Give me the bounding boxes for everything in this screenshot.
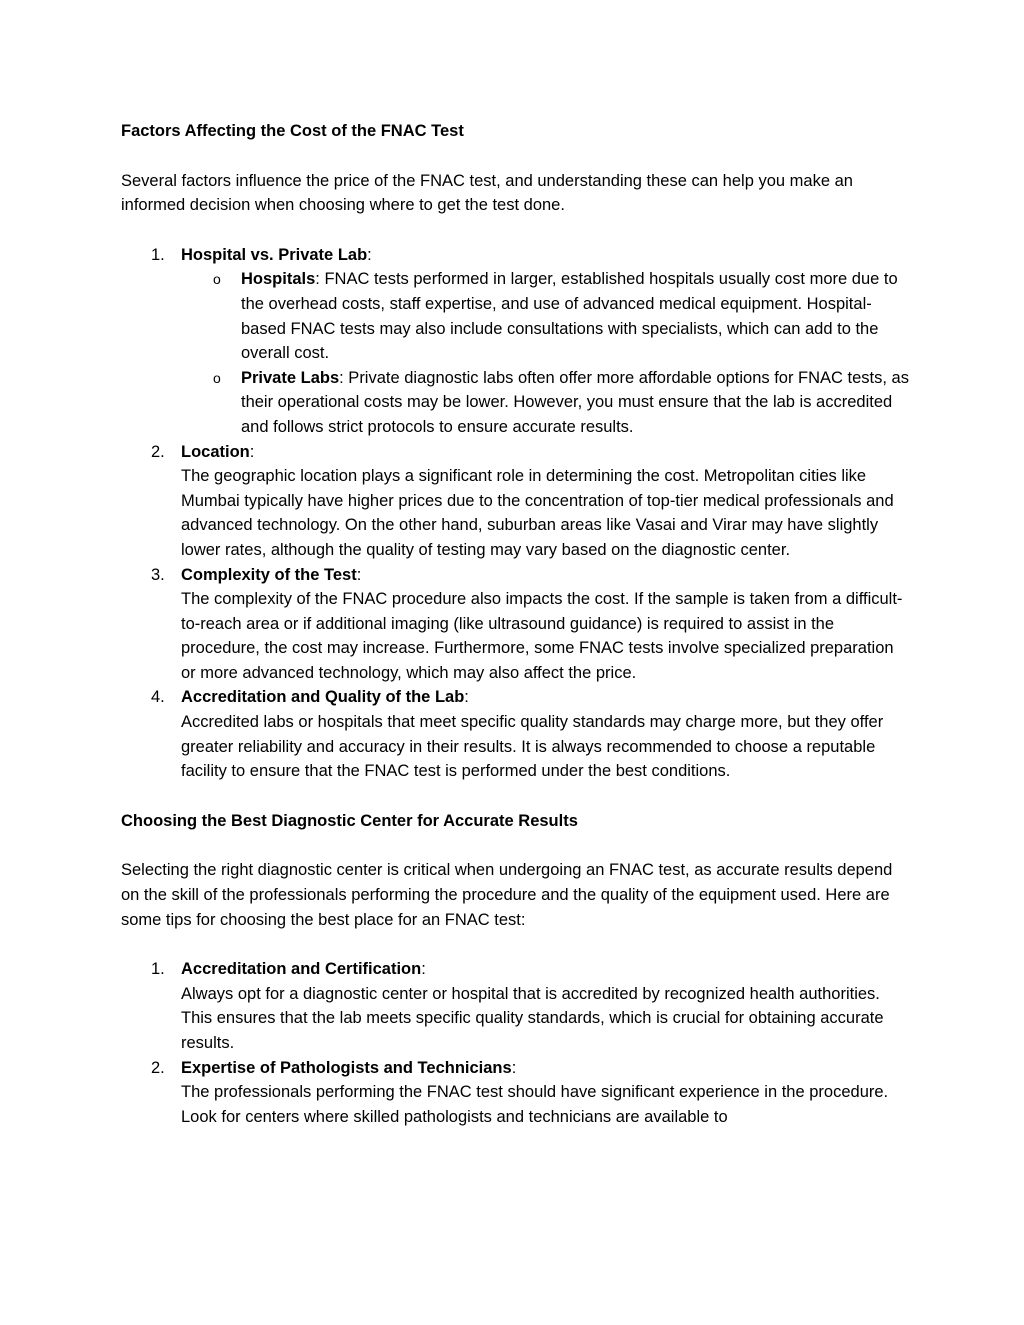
list-item-complexity [121, 563, 911, 686]
list-item-accreditation-quality [121, 685, 911, 783]
list-item-colon: : [464, 688, 469, 707]
list-item-hospital-vs-private [121, 243, 911, 440]
list-item-colon: : [367, 245, 372, 264]
sub-item-private-labs [181, 366, 911, 440]
intro-paragraph-cost-factors: Several factors influence the price of the FNAC test, and understanding these can help you make an informed decision when choosing where to get the test done. [121, 171, 853, 215]
list-number: 2. [151, 442, 165, 461]
list-item-colon: : [511, 1058, 517, 1077]
list-item-colon: : [249, 442, 255, 461]
list-number: 2. [151, 1058, 165, 1077]
list-item-body: Accredited labs or hospitals that meet specific quality standards may charge more, but they offer greater reliability and accuracy in their results. It is always recommended to choose a reputable facility to ensure that the FNAC test is performed under the best conditions. [181, 713, 884, 781]
intro-paragraph-choosing-center: Selecting the right diagnostic center is critical when undergoing an FNAC test, as accurate results depend on the skill of the professionals performing the procedure and the quality of the equipment used. Here are some tips for choosing the best place for an FNAC test: [121, 861, 893, 929]
list-item-title: Complexity of the Test [181, 565, 357, 584]
list-item-title: Accreditation and Quality of the Lab [181, 688, 465, 707]
list-number: 1. [151, 245, 165, 264]
list-item-body: Always opt for a diagnostic center or hospital that is accredited by recognized health authorities. This ensures that the lab meets specific quality standards, which is crucial for obtaining accurate results. [181, 984, 884, 1052]
list-number: 3. [151, 565, 165, 584]
sub-item-title: Hospitals [241, 270, 316, 289]
list-item-expertise [121, 1056, 911, 1130]
document-page [121, 119, 911, 1129]
list-item-body: The geographic location plays a significant role in determining the cost. Metropolitan cities like Mumbai typically have higher prices due to the concentration of top-tier medical professionals and advanced technology. On the other hand, suburban areas like Vasai and Virar may have slightly lower rates, although the quality of testing may vary based on the diagnostic center. [181, 467, 894, 559]
list-item-accreditation-certification [121, 957, 911, 1055]
section-heading-cost-factors: Factors Affecting the Cost of the FNAC Test [121, 122, 464, 140]
spacer [121, 144, 911, 169]
list-item-title: Accreditation and Certification [181, 960, 422, 979]
list-number: 4. [151, 688, 165, 707]
list-item-title: Hospital vs. Private Lab [181, 245, 368, 264]
cost-factors-list [121, 243, 911, 784]
section-heading-choosing-center: Choosing the Best Diagnostic Center for Accurate Results [121, 811, 578, 830]
list-number: 1. [151, 960, 165, 979]
sub-item-text: : FNAC tests performed in larger, established hospitals usually cost more due to the overhead costs, staff expertise, and use of advanced medical equipment. Hospital-based FNAC tests may also include consultations with specialists, which can add to the overall cost. [241, 270, 898, 363]
list-item-title: Location [181, 442, 250, 461]
spacer [121, 833, 911, 858]
list-item-body: The professionals performing the FNAC test should have significant experience in the procedure. Look for centers where skilled pathologists and technicians are available to [181, 1083, 889, 1126]
spacer [121, 784, 911, 809]
sub-list [181, 267, 911, 439]
spacer [121, 932, 911, 957]
bullet-icon: o [213, 369, 221, 386]
list-item-colon: : [356, 565, 362, 584]
spacer [121, 218, 911, 243]
sub-item-text: : Private diagnostic labs often offer more affordable options for FNAC tests, as their operational costs may be lower. However, you must ensure that the lab is accredited and follows strict protocols to ensure accurate results. [241, 368, 909, 436]
list-item-location [121, 440, 911, 563]
sub-item-title: Private Labs [241, 368, 340, 387]
sub-item-hospitals [181, 267, 911, 365]
choosing-tips-list [121, 957, 911, 1129]
list-item-colon: : [421, 960, 426, 979]
list-item-title: Expertise of Pathologists and Technicians [181, 1058, 512, 1077]
bullet-icon: o [213, 271, 221, 288]
list-item-body: The complexity of the FNAC procedure also impacts the cost. If the sample is taken from a difficult-to-reach area or if additional imaging (like ultrasound guidance) is required to assist in the procedure, the cost may increase. Furthermore, some FNAC tests involve specialized preparation or more advanced technology, which may also affect the price. [181, 590, 903, 682]
